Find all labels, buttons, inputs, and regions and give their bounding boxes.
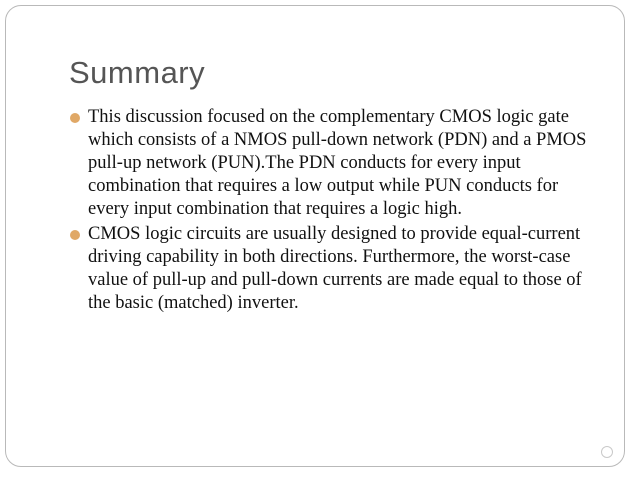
bullet-item [70, 223, 600, 315]
slide-title: Summary [69, 55, 206, 90]
bullet-item [70, 106, 600, 221]
bullet-dot-icon [70, 113, 80, 123]
bullet-text: CMOS logic circuits are usually designed to provide equal-current driving capability in both directions. Furthermore, the worst-case value of pull-up and pull-down currents are made equal to those of the basic (matched) inverter. [88, 224, 582, 313]
bullet-text: This discussion focused on the complementary CMOS logic gate which consists of a NMOS pull-down network (PDN) and a PMOS pull-up network (PUN).The PDN conducts for every input combination that requires a low output while PUN conducts for every input combination that requires a logic high. [88, 107, 587, 219]
bullet-dot-icon [70, 230, 80, 240]
bullet-list [70, 106, 600, 317]
corner-decoration-icon [601, 446, 613, 458]
